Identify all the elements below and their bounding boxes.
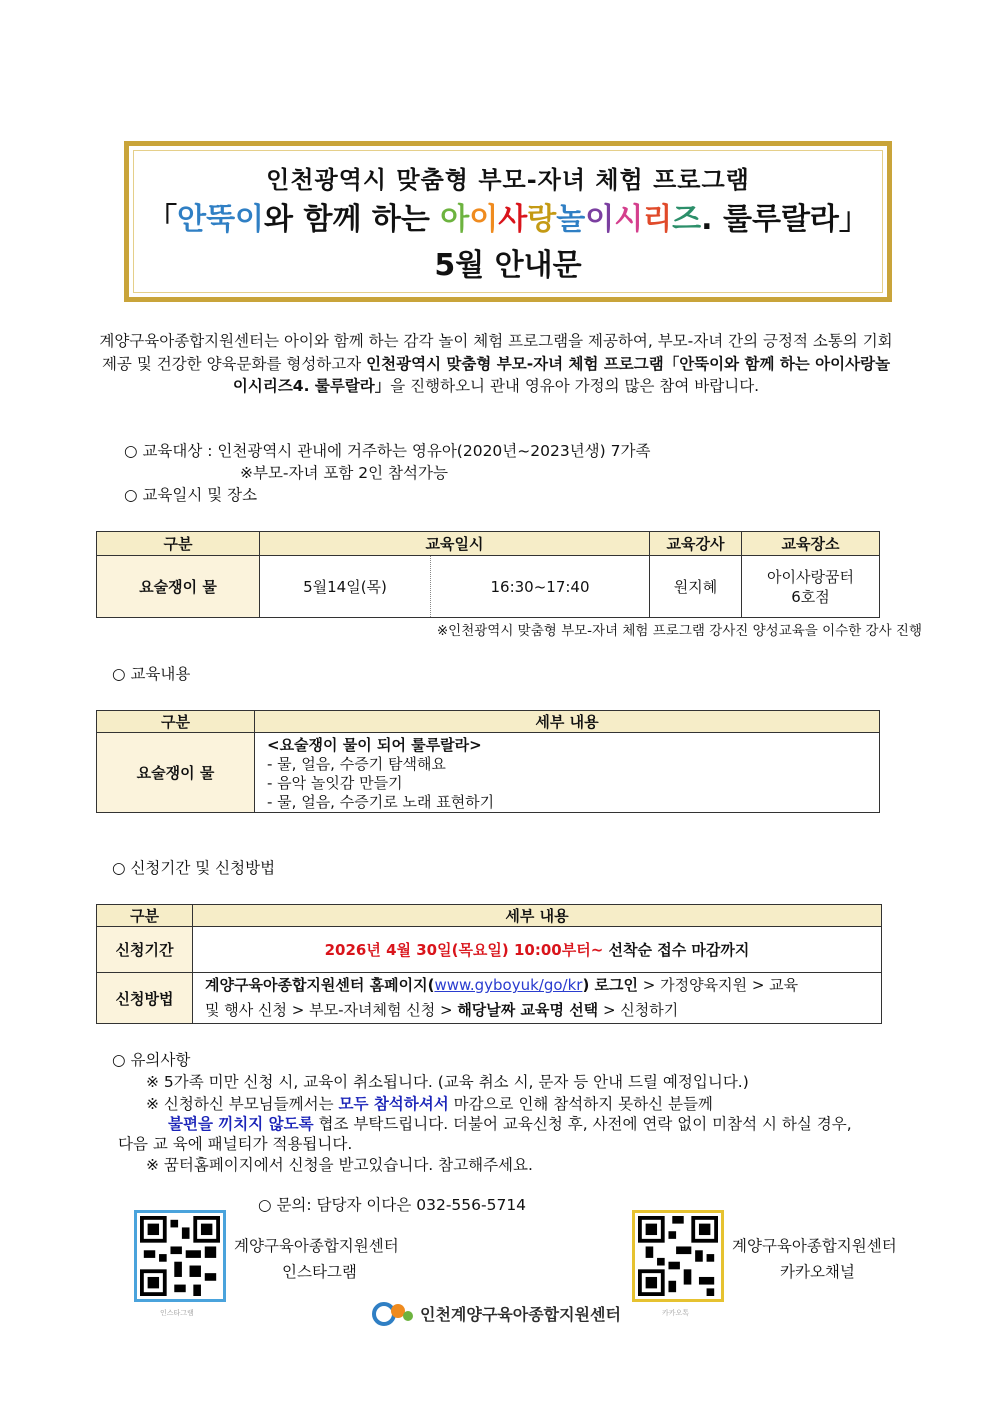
place-line-1: 아이사랑꿈터 — [767, 567, 854, 586]
header-detail: 세부 내용 — [255, 711, 880, 733]
period-tail: 선착순 접수 마감까지 — [603, 941, 750, 959]
qr-caption-left-2: 인스타그램 — [282, 1263, 357, 1281]
cell-detail — [255, 733, 880, 813]
table-row — [97, 927, 882, 973]
table-row — [97, 733, 880, 813]
cell-period-label: 신청기간 — [97, 927, 193, 973]
title-series-char: 랑 — [527, 202, 557, 237]
cell-period — [193, 927, 882, 973]
detail-item: - 물, 얼음, 수증기로 노래 표현하기 — [267, 793, 495, 811]
center-logo-icon — [370, 1298, 416, 1328]
schedule-footnote: ※인천광역시 맞춤형 부모-자녀 체험 프로그램 강사진 양성교육을 이수한 강사 진행 — [436, 623, 922, 639]
qr-icon — [638, 1216, 718, 1296]
cell-place — [742, 556, 880, 618]
cell-category: 요술쟁이 물 — [97, 733, 255, 813]
intro-tail: 을 진행하오니 관내 영유아 가정의 많은 참여 바랍니다. — [390, 377, 760, 395]
title-series-char: 시 — [614, 202, 644, 237]
title-series-char: 이 — [469, 202, 499, 237]
title-bracket-open: 「 — [147, 202, 178, 237]
header-detail: 세부 내용 — [193, 905, 882, 927]
method-select: 해당날짜 교육명 선택 — [457, 1001, 599, 1019]
title-series-char: 즈 — [672, 202, 702, 237]
qr-icon — [140, 1216, 220, 1296]
method-path-3: > 신청하기 — [598, 1001, 679, 1019]
header-place: 교육장소 — [742, 532, 880, 556]
contact-line: ○ 문의: 담당자 이다은 032-556-5714 — [258, 1196, 527, 1214]
title-mascot-name: 안뚝이 — [177, 202, 265, 237]
intro-text: 계양구육아종합지원센터는 아이와 함께 하는 감각 놀이 체험 프로그램을 제공하여, 부모-자녀 간의 긍정적 소통의 기회 제공 및 건강한 양육문화를 형성하고자 — [99, 332, 893, 373]
title-box — [124, 141, 892, 302]
cell-method — [193, 973, 882, 1024]
qr-code-kakao[interactable] — [632, 1210, 724, 1302]
notice-text: 협조 부탁드립니다. 더불어 교육신청 후, 사전에 연락 없이 미참석 시 하실 경우, — [313, 1115, 852, 1133]
cell-time: 16:30~17:40 — [431, 556, 650, 618]
title-series-name — [440, 202, 701, 237]
notice-line-5: ※ 꿈터홈페이지에서 신청을 받고있습니다. 참고해주세요. — [146, 1156, 533, 1174]
schedule-table — [96, 531, 880, 618]
intro-paragraph — [96, 330, 896, 398]
detail-item: - 물, 얼음, 수증기 탐색해요 — [267, 755, 446, 773]
notice-heading: ○ 유의사항 — [112, 1051, 191, 1069]
notice-line-4: 다음 교 육에 패널티가 적용됩니다. — [118, 1135, 353, 1153]
header-datetime: 교육일시 — [260, 532, 650, 556]
cell-method-label: 신청방법 — [97, 973, 193, 1024]
title-tail: . 룰루랄라」 — [701, 202, 869, 237]
qr-caption-right-2: 카카오채널 — [780, 1263, 855, 1281]
detail-item: - 음악 놀잇감 만들기 — [267, 774, 403, 792]
content-table — [96, 710, 880, 813]
cell-date: 5월14일(목) — [260, 556, 431, 618]
method-site: 계양구육아종합지원센터 홈페이지( — [205, 976, 435, 994]
qr-caption-left-1: 계양구육아종합지원센터 — [234, 1237, 399, 1255]
cell-category: 요술쟁이 물 — [97, 556, 260, 618]
header-category: 구분 — [97, 905, 193, 927]
qr-label-instagram: 인스타그램 — [160, 1309, 194, 1317]
notice-line-2 — [146, 1093, 713, 1115]
notice-line-3 — [168, 1113, 852, 1135]
title-mid: 와 함께 하는 — [264, 202, 441, 237]
place-line-2: 6호점 — [791, 587, 830, 606]
notice-emphasis: 모두 참석하셔서 — [338, 1095, 449, 1113]
qr-code-instagram[interactable] — [134, 1210, 226, 1302]
intro-program-name: 인천광역시 맞춤형 부모-자녀 체험 프로그램「안뚝이와 함께 하는 아이사랑놀이시리즈4. 룰루랄라」 — [232, 354, 891, 395]
apply-heading: ○ 신청기간 및 신청방법 — [112, 859, 276, 877]
table-row — [97, 973, 882, 1024]
target-line: ○ 교육대상 : 인천광역시 관내에 거주하는 영유아(2020년~2023년생) 7가족 — [124, 442, 651, 460]
title-series-char: 아 — [440, 202, 470, 237]
qr-caption-right-1: 계양구육아종합지원센터 — [732, 1237, 897, 1255]
title-line-3: 5월 안내문 — [434, 248, 582, 283]
header-category: 구분 — [97, 532, 260, 556]
notice-text: 마감으로 인해 참석하지 못하신 분들께 — [448, 1095, 713, 1113]
notice-emphasis: 불편을 끼치지 않도록 — [168, 1115, 314, 1133]
cell-instructor: 원지혜 — [650, 556, 742, 618]
title-series-char: 사 — [498, 202, 528, 237]
table-row — [97, 556, 880, 618]
apply-table — [96, 904, 882, 1024]
target-note: ※부모-자녀 포함 2인 참석가능 — [240, 464, 448, 482]
content-heading: ○ 교육내용 — [112, 665, 191, 683]
title-series-char: 놀 — [556, 202, 586, 237]
title-line-2 — [129, 196, 887, 244]
center-logo-text: 인천계양구육아종합지원센터 — [420, 1305, 621, 1324]
title-series-char: 리 — [643, 202, 673, 237]
title-series-char: 이 — [585, 202, 615, 237]
header-instructor: 교육강사 — [650, 532, 742, 556]
schedule-heading: ○ 교육일시 및 장소 — [124, 486, 258, 504]
notice-text: ※ 신청하신 부모님들께서는 — [146, 1095, 339, 1113]
qr-label-kakao: 카카오톡 — [662, 1309, 690, 1317]
method-login: ) 로그인 — [582, 976, 639, 994]
detail-title: <요술쟁이 물이 되어 룰루랄라> — [267, 736, 482, 754]
notice-line-1: ※ 5가족 미만 신청 시, 교육이 취소됩니다. (교육 취소 시, 문자 등 안내 드릴 예정입니다.) — [146, 1073, 749, 1091]
title-line-1: 인천광역시 맞춤형 부모-자녀 체험 프로그램 — [266, 166, 750, 194]
header-category: 구분 — [97, 711, 255, 733]
method-path-1: > 가정양육지원 > 교육 — [638, 976, 799, 994]
homepage-link[interactable]: www.gyboyuk/go/kr — [434, 976, 583, 994]
period-date: 2026년 4월 30일(목요일) 10:00부터~ — [324, 941, 604, 959]
method-path-2: 및 행사 신청 > 부모-자녀체험 신청 > — [205, 1001, 458, 1019]
